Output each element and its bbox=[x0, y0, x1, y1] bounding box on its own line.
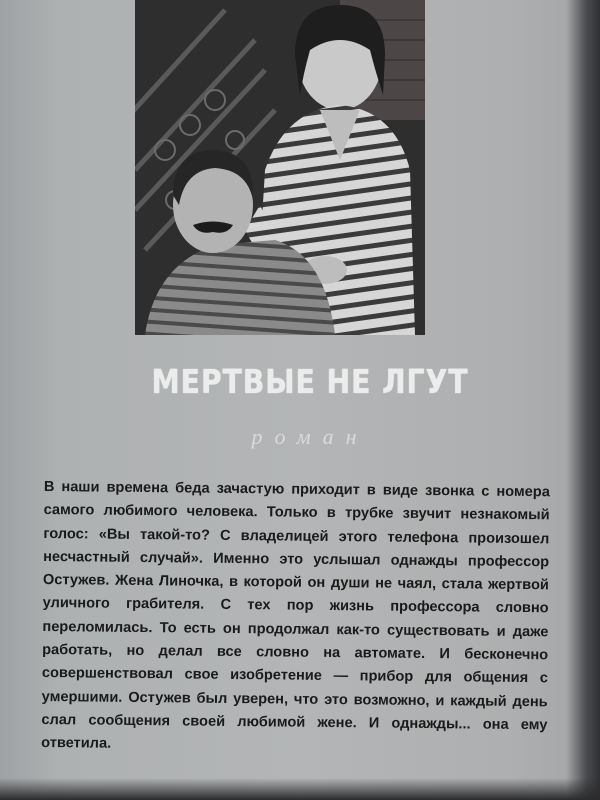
book-title: МЕРТВЫЕ НЕ ЛГУТ bbox=[151, 362, 469, 401]
book-genre: роман bbox=[251, 424, 369, 449]
background-surface bbox=[566, 0, 600, 800]
background-edge bbox=[0, 778, 600, 800]
book-annotation: В наши времена беда зачастую приходит в виде звонка с номера самого любимого человека. Только в трубке звучит незнакомый голос: «Вы такой-то? С владелицей этого телефона произошел несчастный случай». Именно это услышал однажды профессор Остужев. Жена Линочка, в которой он души не чаял, стала жертвой уличного грабителя. С тех пор жизнь профессора словно переломилась. То есть он продолжал как-то существовать и даже работать, но делал все словно на автомате. И бесконечно совершенствовал свое изобретение — прибор для общения с умершими. Остужев был уверен, что это возможно, и каждый день слал сообщения своей любимой жене. И однажды... она ему ответила. bbox=[41, 478, 550, 752]
author-photo bbox=[135, 0, 425, 335]
